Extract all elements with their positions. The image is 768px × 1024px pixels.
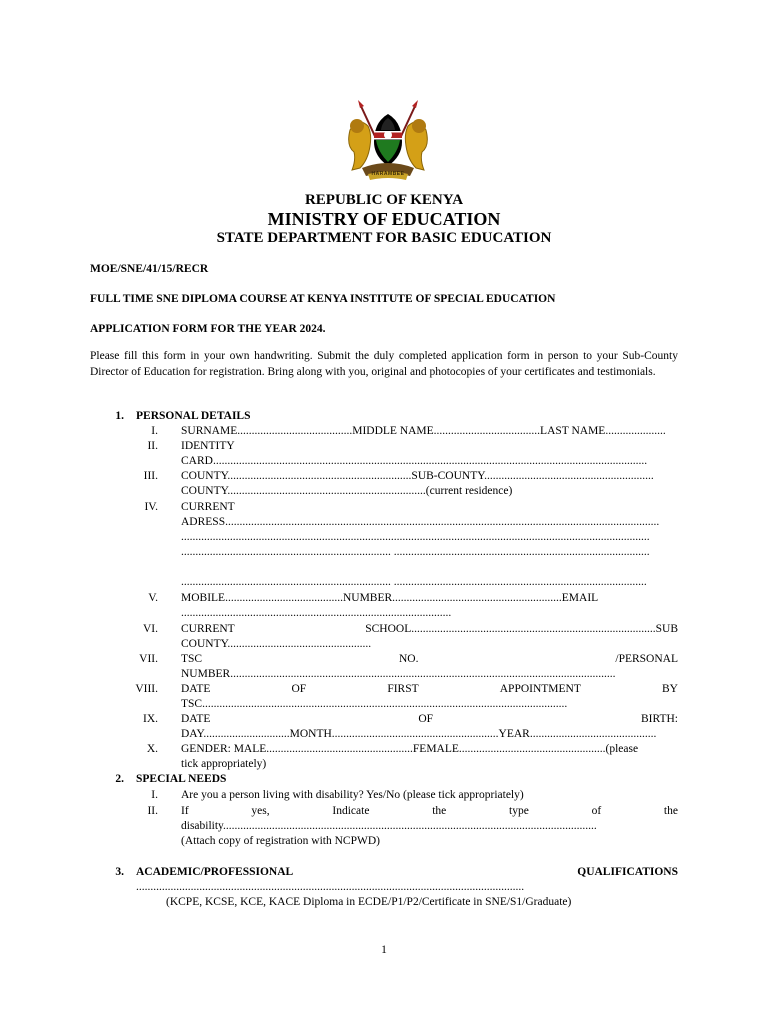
word: yes, <box>251 805 270 817</box>
word: CURRENT <box>181 623 235 635</box>
item-number: III. <box>143 470 158 482</box>
item-number: II. <box>147 805 158 817</box>
address-label: CURRENT <box>181 501 235 513</box>
appointment-line <box>181 682 678 697</box>
word: NO. <box>398 653 419 665</box>
sub-county-line: COUNTY.................................................. <box>181 638 372 650</box>
item-number: II. <box>147 440 158 452</box>
item-number: VI. <box>142 623 158 635</box>
page-number: 1 <box>381 944 387 956</box>
email-line: .............................................................................................. <box>181 607 452 619</box>
word: the <box>432 805 447 817</box>
disability-type-line <box>181 804 678 819</box>
coat-of-arms-logo <box>340 100 436 184</box>
item-number: I. <box>151 425 158 437</box>
section-1-title: PERSONAL DETAILS <box>136 410 251 422</box>
identity-label: IDENTITY <box>181 440 235 452</box>
item-number: IX. <box>142 713 158 725</box>
word: /PERSONAL <box>615 653 678 665</box>
coat-of-arms-motto: HARAMBEE <box>371 171 405 177</box>
qualifications-line: ....................................................................................................................................... <box>136 881 525 893</box>
item-number: V. <box>148 592 158 604</box>
word: the <box>663 805 678 817</box>
word: BY <box>662 683 678 695</box>
gender-line: GENDER: MALE...................................................FEMALE...................................................(please <box>181 743 639 755</box>
county-line: COUNTY................................................................SUB-COUNTY........................................................... <box>181 470 654 482</box>
tsc-line <box>181 652 678 667</box>
word: Indicate <box>332 805 370 817</box>
school-line <box>181 622 678 637</box>
section-1-number: 1. <box>115 410 124 422</box>
ncpwd-note: (Attach copy of registration with NCPWD) <box>181 835 380 847</box>
word: DATE <box>181 683 211 695</box>
word: type <box>509 805 529 817</box>
item-number: VII. <box>139 653 158 665</box>
residence-county-line: COUNTY.....................................................................(current residence) <box>181 485 513 497</box>
identity-card-line: CARD....................................................................................................................................................... <box>181 455 648 467</box>
name-fields-line: SURNAME........................................MIDDLE NAME.....................................LAST NAME..................... <box>181 425 666 437</box>
word: DATE <box>181 713 211 725</box>
section-3-number: 3. <box>115 866 124 878</box>
item-number: IV. <box>144 501 158 513</box>
form-title: APPLICATION FORM FOR THE YEAR 2024. <box>90 323 326 335</box>
department-heading: STATE DEPARTMENT FOR BASIC EDUCATION <box>216 230 552 246</box>
qualifications-note: (KCPE, KCSE, KCE, KACE Diploma in ECDE/P1/P2/Certificate in SNE/S1/Graduate) <box>166 896 572 908</box>
disability-question: Are you a person living with disability? Yes/No (please tick appropriately) <box>181 789 524 801</box>
section-2-title: SPECIAL NEEDS <box>136 773 227 785</box>
word: APPOINTMENT <box>499 683 581 695</box>
word: BIRTH: <box>640 713 678 725</box>
personal-number-line: NUMBER...................................................................................................................................... <box>181 668 616 680</box>
birth-date-line: DAY..............................MONTH..........................................................YEAR............................................ <box>181 728 657 740</box>
word: If <box>181 805 189 817</box>
address-line: ......................................................................... ........................................................................................ <box>181 576 647 588</box>
address-line: ADRESS....................................................................................................................................................... <box>181 516 660 528</box>
word: QUALIFICATIONS <box>577 866 678 878</box>
item-number: X. <box>146 743 158 755</box>
word: TSC <box>181 653 203 665</box>
gender-note: tick appropriately) <box>181 758 267 770</box>
birth-line <box>181 712 678 727</box>
word: of <box>591 805 602 817</box>
section-2-number: 2. <box>115 773 124 785</box>
address-line: ................................................................................................................................................................... <box>181 531 650 543</box>
mobile-email-line: MOBILE.........................................NUMBER...........................................................EMAIL <box>181 592 599 604</box>
item-number: VIII. <box>135 683 158 695</box>
instructions-paragraph: Please fill this form in your own handwriting. Submit the duly completed application form in person to your Sub-County Director of Education for registration. Bring along with you, original and photocopies of your certificates and testimonials. <box>90 350 678 378</box>
address-line: ......................................................................... ......................................................................................... <box>181 546 650 558</box>
word: OF <box>291 683 307 695</box>
ministry-heading: MINISTRY OF EDUCATION <box>267 209 501 229</box>
item-number: I. <box>151 789 158 801</box>
section-3-title <box>136 865 678 880</box>
word: SCHOOL.....................................................................................SUB <box>365 623 678 635</box>
tsc-date-line: TSC............................................................................................................................... <box>181 698 568 710</box>
word: OF <box>418 713 434 725</box>
reference-number: MOE/SNE/41/15/RECR <box>90 263 209 275</box>
word: ACADEMIC/PROFESSIONAL <box>136 866 294 878</box>
word: FIRST <box>387 683 419 695</box>
republic-heading: REPUBLIC OF KENYA <box>304 192 464 208</box>
course-title: FULL TIME SNE DIPLOMA COURSE AT KENYA INSTITUTE OF SPECIAL EDUCATION <box>90 293 556 305</box>
disability-line: disability.................................................................................................................................. <box>181 820 597 832</box>
